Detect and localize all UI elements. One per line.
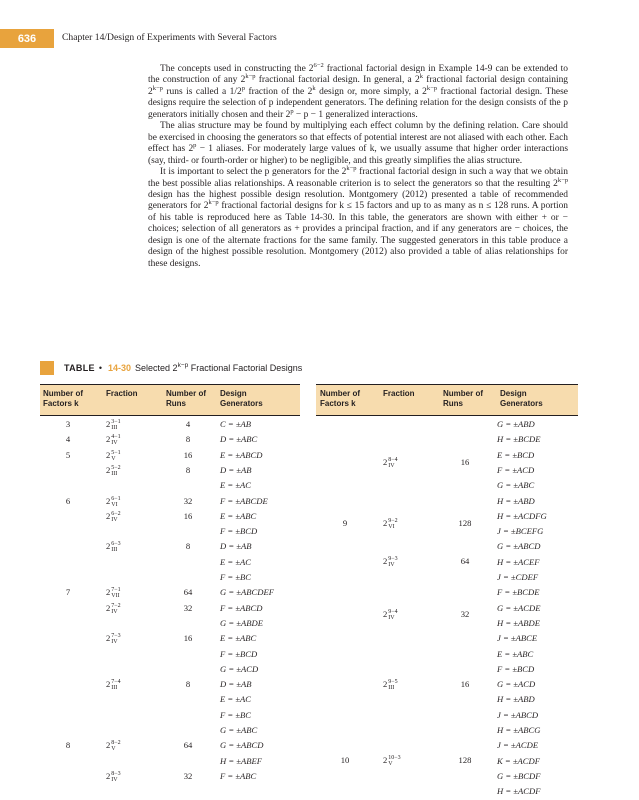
generator-cell: E = ±ABC: [497, 648, 534, 659]
generator-cell: F = ±ABCD: [220, 602, 263, 613]
col-header-factors: Number of Factors k: [320, 389, 360, 408]
fraction-cell: 2 7−1 VII: [106, 587, 121, 600]
fraction-cell: 2 7−2 IV: [106, 602, 121, 615]
runs-cell: 8: [185, 541, 191, 552]
fraction-cell: 2 5−2 III: [106, 464, 121, 477]
table-caption: [40, 361, 302, 375]
generator-cell: D = ±AB: [220, 541, 252, 552]
generator-cell: F = ±BCD: [220, 526, 258, 537]
col-header-runs: Number of Runs: [443, 389, 483, 408]
generator-cell: J = ±ACDE: [497, 740, 539, 751]
generator-cell: F = ±BC: [220, 572, 252, 582]
generator-cell: E = ±BCD: [497, 449, 535, 460]
runs-cell: 16: [460, 457, 470, 467]
generator-cell: F = ±BC: [220, 709, 252, 720]
generator-cell: G = ±ABCD: [220, 740, 264, 751]
runs-cell: 32: [460, 609, 470, 620]
generator-cell: D = ±AB: [220, 679, 252, 690]
generator-cell: H = ±ABCG: [497, 725, 541, 735]
generator-cell: E = ±ABC: [220, 510, 257, 521]
running-head: Chapter 14/Design of Experiments with Several Factors: [62, 32, 277, 43]
paragraph: The alias structure may be found by multiplying each effect column by the defining relation. Care should be exercised in choosing the generators so that effects of potential interest are not aliased with each other. Each effect has $2^p - 1$ aliases. For moderately large values of k, we usually assume that higher order interactions (say, third- or fourth-order or higher) to be negligible, and this greatly simplifies the alias structure.: [148, 121, 568, 166]
fraction-cell: 2 3−1 III: [106, 419, 121, 432]
fraction-cell: 2 10−3 V: [383, 755, 401, 768]
runs-cell: 8: [185, 464, 191, 475]
factors-cell: 5: [65, 449, 71, 460]
rule: [316, 384, 578, 385]
factors-cell: 9: [342, 517, 348, 528]
col-header-fraction: Fraction: [383, 389, 415, 398]
runs-cell: 128: [458, 517, 472, 528]
fraction-cell: 2 6−1 VI: [106, 495, 121, 508]
generator-cell: K = ±ACDF: [497, 755, 540, 766]
runs-cell: 8: [185, 679, 191, 690]
page-number: 636: [0, 29, 54, 48]
generator-cell: G = ±ABDE: [220, 617, 263, 628]
factors-cell: 3: [65, 419, 71, 429]
fraction-cell: 2 8−2 V: [106, 740, 121, 753]
runs-cell: 16: [183, 449, 193, 460]
factors-cell: 8: [65, 740, 71, 751]
runs-cell: 4: [185, 419, 191, 429]
generator-cell: J = ±ABCD: [497, 709, 539, 720]
col-header-fraction: Fraction: [106, 389, 138, 398]
generator-cell: F = ±BCD: [220, 648, 258, 659]
fraction-cell: 2 7−3 IV: [106, 633, 121, 646]
generator-cell: H = ±ACDF: [497, 786, 541, 797]
generator-cell: E = ±ABC: [220, 633, 257, 644]
generator-cell: G = ±ABCDEF: [220, 587, 274, 598]
runs-cell: 128: [458, 755, 472, 765]
generator-cell: H = ±ABD: [497, 694, 535, 705]
runs-cell: 16: [183, 510, 193, 521]
rule: [316, 415, 578, 416]
col-header-runs: Number of Runs: [166, 389, 206, 408]
generator-cell: J = ±ABCE: [497, 633, 538, 644]
runs-cell: 32: [183, 770, 193, 781]
table-bullet: •: [98, 363, 102, 373]
col-header-factors: Number of Factors k: [43, 389, 83, 408]
fraction-cell: 2 9−3 IV: [383, 556, 398, 569]
generator-cell: E = ±AC: [220, 556, 252, 567]
paragraph: The concepts used in constructing the $2^{6-2}$ fractional factorial design in Example 14-9 can be extended to the construction of any $2^{k-p}$ fractional factorial design. In general, a 2$^k$ fractional factorial design containing $2^{k-p}$ runs is called a 1/2$^p$ fraction of the 2$^k$ design or, more simply, a $2^{k-p}$ fractional factorial design. These designs require the selection of p independent generators. The defining relation for the design consists of the p generators initially chosen and their $2^p - p - 1$ generalized interactions.: [148, 61, 569, 120]
generator-cell: E = ±ABCD: [220, 449, 263, 460]
fraction-cell: 2 9−4 IV: [383, 609, 398, 622]
generator-cell: H = ±ACDFG: [497, 510, 547, 521]
fraction-cell: 2 5−1 V: [106, 449, 121, 462]
fraction-cell: 2 6−3 III: [106, 541, 121, 554]
generator-cell: F = ±ABC: [220, 770, 257, 781]
generator-cell: D = ±AB: [220, 464, 252, 475]
paragraph: It is important to select the p generators for the $2^{k-p}$ fractional factorial design in such a way that we obtain the best possible alias relationships. A reasonable criterion is to select the generators so that the resulting $2^{k-p}$ design has the highest possible design resolution. Montgomery (2012) presented a table of recommended generators for $2^{k-p}$ fractional factorial designs for k ≤ 15 factors and up to as many as n ≤ 128 runs. A portion of his table is reproduced here as Table 14-30. In this table, the generators are shown with either + or − choices; selection of all generators as + provides a principal fraction, and if any generators are − choices, the design is one of the alternate fractions for the same family. The suggested generators in this table produce a design of the highest possible resolution. Montgomery (2012) also provided a table of alias relationships for these designs.: [148, 164, 569, 269]
generator-cell: G = ±ACD: [220, 663, 259, 674]
runs-cell: 64: [183, 587, 193, 598]
fraction-cell: 2 8−4 IV: [383, 457, 398, 470]
generator-cell: F = ±BCDE: [497, 587, 540, 598]
rule: [40, 415, 300, 416]
factors-cell: 7: [65, 587, 71, 598]
table-marker-square: [40, 361, 54, 375]
fraction-cell: 2 9−5 III: [383, 678, 398, 691]
generator-cell: H = ±ABD: [497, 495, 535, 506]
fraction-cell: 2 8−3 IV: [106, 770, 121, 783]
generator-cell: G = ±ABC: [497, 480, 535, 491]
runs-cell: 32: [183, 602, 193, 613]
generator-cell: D = ±ABC: [220, 434, 258, 445]
factors-cell: 10: [340, 755, 350, 765]
col-header-generators: Design Generators: [220, 389, 263, 408]
generator-cell: H = ±ABEF: [220, 755, 263, 766]
factors-cell: 4: [65, 434, 71, 445]
fraction-cell: 2 9−2 VI: [383, 517, 398, 530]
runs-cell: 16: [460, 678, 470, 689]
fraction-cell: 2 4−1 IV: [106, 434, 121, 447]
factors-cell: 6: [65, 495, 71, 506]
rule: [40, 384, 300, 385]
fraction-cell: 2 7−4 III: [106, 679, 121, 692]
generator-cell: H = ±ACEF: [497, 556, 540, 567]
generator-cell: G = ±ABC: [220, 725, 258, 735]
col-header-generators: Design Generators: [500, 389, 543, 408]
runs-cell: 32: [183, 495, 193, 506]
generator-cell: G = ±ACD: [497, 679, 536, 690]
runs-cell: 16: [183, 633, 193, 644]
generator-cell: F = ±ABCDE: [220, 495, 268, 506]
generator-cell: C = ±AB: [220, 419, 252, 429]
generator-cell: G = ±ACDE: [497, 602, 541, 613]
runs-cell: 64: [460, 556, 470, 567]
body-text: [148, 61, 569, 270]
fraction-cell: 2 6−2 IV: [106, 510, 121, 523]
generator-cell: E = ±AC: [220, 694, 252, 705]
generator-cell: G = ±ABCD: [497, 541, 541, 552]
generator-cell: G = ±ABD: [497, 419, 535, 429]
generator-cell: G = ±BCDF: [497, 770, 541, 781]
table-label: TABLE: [64, 363, 95, 373]
generator-cell: J = ±CDEF: [497, 572, 539, 582]
generator-cell: E = ±AC: [220, 480, 252, 491]
table-title: Selected $2^{k-p}$ Fractional Factorial Designs: [135, 362, 303, 373]
generator-cell: F = ±BCD: [497, 663, 535, 674]
table-number: 14-30: [108, 363, 132, 373]
runs-cell: 8: [185, 434, 191, 445]
runs-cell: 64: [183, 740, 193, 751]
generator-cell: J = ±BCEFG: [497, 526, 544, 537]
generator-cell: H = ±ABDE: [497, 617, 540, 628]
generator-cell: H = ±BCDE: [497, 434, 541, 445]
generator-cell: F = ±ACD: [497, 464, 535, 475]
